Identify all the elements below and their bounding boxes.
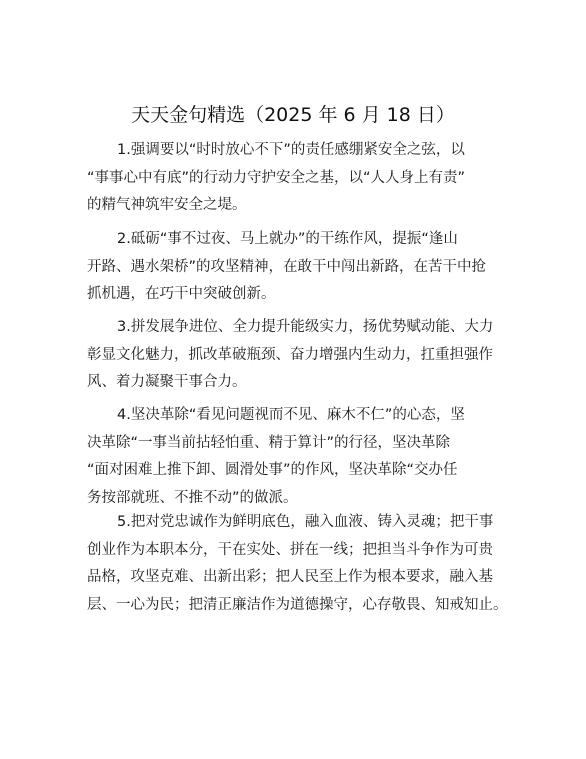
quote-paragraph-4 — [87, 402, 502, 512]
paragraph-line: 的精气神筑牢安全之堤。 — [87, 197, 247, 213]
paragraph-line: 开路、遇水架桥”的攻坚精神，在敢干中闯出新路，在苦干中抢 — [87, 258, 487, 275]
quote-paragraph-5 — [87, 509, 508, 619]
paragraph-line: 层、一心为民；把清正廉洁作为道德操守，心存敬畏、知戒知止。 — [87, 596, 508, 613]
paragraph-line: 4.坚决革除“看见问题视而不见、麻木不仁”的心态，坚 — [117, 407, 465, 423]
paragraph-line: “面对困难上推下卸、圆滑处事”的作风，坚决革除“交办任 — [87, 462, 458, 478]
paragraph-line: 创业作为本职本分，干在实处、拼在一线；把担当斗争作为可贵 — [87, 541, 493, 558]
paragraph-line: 彰显文化魅力，抓改革破瓶颈、奋力增强内生动力，扛重担强作 — [87, 346, 493, 363]
paragraph-line: “事事心中有底”的行动力守护安全之基，以“人人身上有责” — [87, 169, 466, 186]
paragraph-line: 1.强调要以“时时放心不下”的责任感绷紧安全之弦，以 — [117, 142, 465, 158]
paragraph-line: 务按部就班、不推不动”的做派。 — [87, 489, 298, 506]
paragraph-line: 品格，攻坚克难、出新出彩；把人民至上作为根本要求，融入基 — [87, 569, 493, 585]
paragraph-line: 决革除“一事当前拈轻怕重、精于算计”的行径，坚决革除 — [87, 434, 451, 451]
paragraph-line: 5.把对党忠诚作为鲜明底色，融入血液、铸入灵魂；把干事 — [117, 514, 494, 530]
quote-paragraph-2 — [87, 226, 502, 309]
paragraph-line: 2.砥砺“事不过夜、马上就办”的干练作风，提振“逢山 — [117, 231, 458, 247]
paragraph-line: 风、着力凝聚干事合力。 — [87, 374, 247, 390]
page-title: 天天金句精选（2025 年 6 月 18 日） — [131, 104, 455, 126]
paragraph-line: 3.拼发展争进位、全力提升能级实力，扬优势赋动能、大力 — [117, 319, 494, 335]
paragraph-line: 抓机遇，在巧干中突破创新。 — [87, 286, 276, 302]
quote-paragraph-1 — [87, 137, 502, 220]
quote-paragraph-3 — [87, 314, 502, 397]
